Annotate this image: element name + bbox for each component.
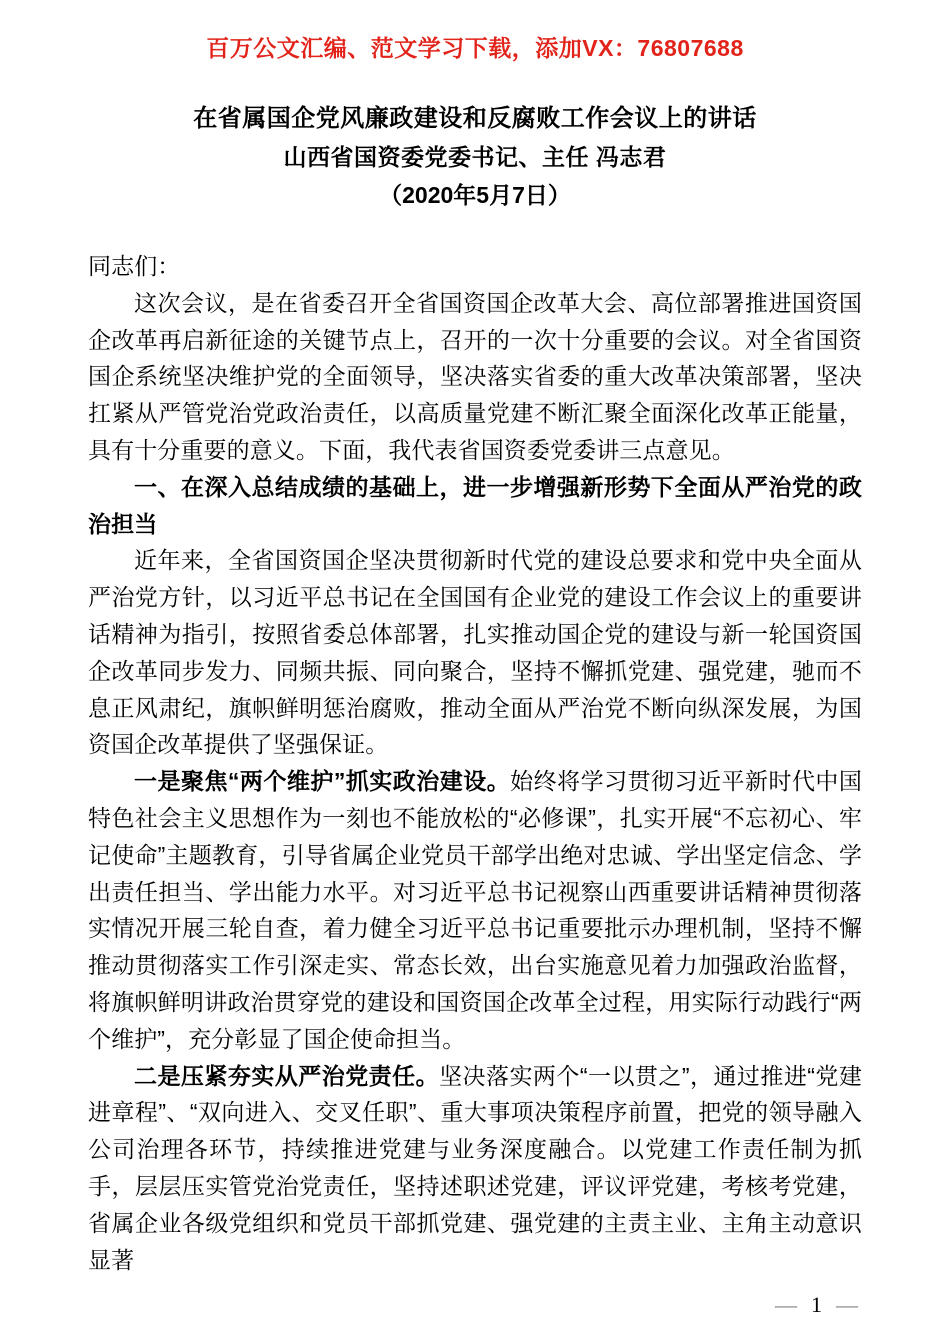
document-title: 在省属国企党风廉政建设和反腐败工作会议上的讲话: [193, 105, 757, 132]
document-date: （2020年5月7日）: [379, 182, 571, 208]
header-notice: 百万公文汇编、范文学习下载，添加VX：76807688: [206, 35, 744, 61]
section-heading-1: 一、在深入总结成绩的基础上，进一步增强新形势下全面从严治党的政治担当: [88, 473, 862, 537]
salutation: 同志们：: [88, 253, 181, 279]
page-number-dash-left: —: [775, 1292, 797, 1317]
point-1-lead: 一是聚焦“两个维护”抓实政治建设。: [134, 768, 511, 795]
paragraph-point-1: [88, 763, 862, 1057]
document-byline: 山西省国资委党委书记、主任 冯志君: [283, 144, 667, 170]
point-2-text: 坚决落实两个“一以贯之”，通过推进“党建进章程”、“双向进入、交叉任职”、重大事项决策程序前置，把党的领导融入公司治理各环节，持续推进党建与业务深度融合。以党建工作责任制为抓手，层层压实管党治党责任，坚持述职述党建，评议评党建，考核考党建，省属企业各级党组织和党员干部抓党建、强党建的主责主业、主角主动意识显著: [88, 1062, 862, 1273]
title-block: [88, 100, 862, 214]
page-number: [775, 1292, 858, 1318]
point-1-text: 始终将学习贯彻习近平新时代中国特色社会主义思想作为一刻也不能放松的“必修课”，扎实开展“不忘初心、牢记使命”主题教育，引导省属企业党员干部学出绝对忠诚、学出坚定信念、学出责任担当、学出能力水平。对习近平总书记视察山西重要讲话精神贯彻落实情况开展三轮自查，着力健全习近平总书记重要批示办理机制，坚持不懈推动贯彻落实工作引深走实、常态长效，出台实施意见着力加强政治监督，将旗帜鲜明讲政治贯穿党的建设和国资国企改革全过程，用实际行动践行“两个维护”，充分彰显了国企使命担当。: [88, 768, 862, 1052]
paragraph-point-2: [88, 1058, 862, 1279]
document-body: [88, 248, 862, 1278]
page-number-dash-right: —: [836, 1292, 858, 1317]
point-2-lead: 二是压紧夯实从严治党责任。: [134, 1062, 440, 1089]
page-number-value: 1: [811, 1292, 822, 1317]
paragraph-intro: 这次会议，是在省委召开全省国资国企改革大会、高位部署推进国资国企改革再启新征途的关键节点上，召开的一次十分重要的会议。对全省国资国企系统坚决维护党的全面领导，坚决落实省委的重大改革决策部署，坚决扛紧从严管党治党政治责任，以高质量党建不断汇聚全面深化改革正能量，具有十分重要的意义。下面，我代表省国资委党委讲三点意见。: [88, 289, 862, 463]
paragraph-section-1: 近年来，全省国资国企坚决贯彻新时代党的建设总要求和党中央全面从严治党方针，以习近平总书记在全国国有企业党的建设工作会议上的重要讲话精神为指引，按照省委总体部署，扎实推动国企党的建设与新一轮国资国企改革同步发力、同频共振、同向聚合，坚持不懈抓党建、强党建，驰而不息正风肃纪，旗帜鲜明惩治腐败，推动全面从严治党不断向纵深发展，为国资国企改革提供了坚强保证。: [88, 547, 862, 758]
